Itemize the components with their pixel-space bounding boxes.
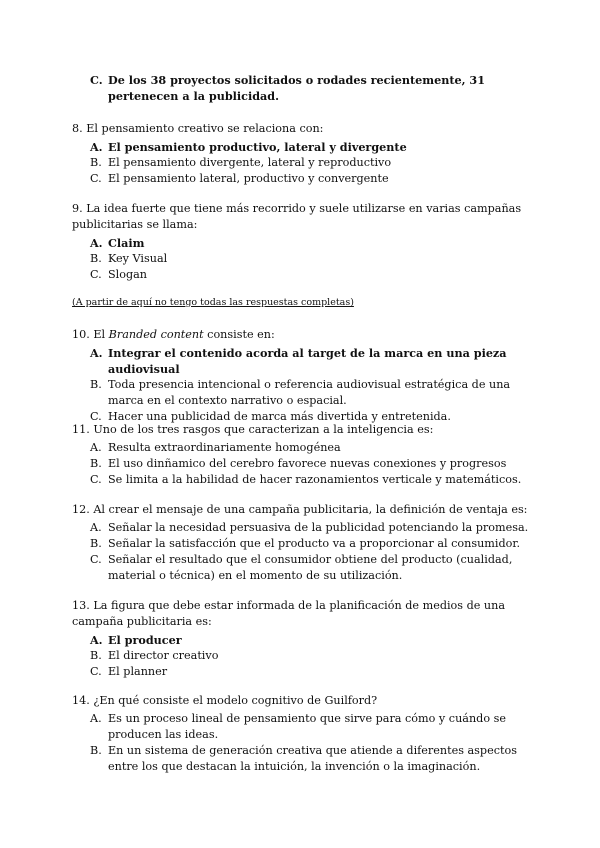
option-12c bbox=[72, 552, 532, 584]
option-text: Slogan bbox=[108, 268, 148, 281]
question-text: 12. Al crear el mensaje de una campaña publicitaria, la definición de ventaja es: bbox=[72, 503, 528, 516]
question-text: 13. La figura que debe estar informada de la planificación de medios de una campaña publicitaria es: bbox=[72, 599, 506, 628]
option-13b bbox=[72, 648, 532, 664]
option-letter: C. bbox=[90, 172, 102, 185]
option-list bbox=[72, 345, 532, 425]
option-12b bbox=[72, 536, 532, 552]
option-list bbox=[72, 520, 532, 584]
option-text: Hacer una publicidad de marca más divertida y entretenida. bbox=[108, 410, 451, 423]
question-text: 11. Uno de los tres rasgos que caracterizan a la inteligencia es: bbox=[72, 423, 434, 436]
option-letter: B. bbox=[90, 252, 102, 265]
option-list bbox=[72, 139, 532, 187]
option-list bbox=[72, 440, 532, 488]
option-text: Señalar el resultado que el consumidor obtiene del producto (cualidad, material o técnica) en el momento de su utilización. bbox=[108, 553, 513, 582]
question-10 bbox=[72, 327, 532, 425]
option-letter: A. bbox=[90, 140, 103, 154]
option-list bbox=[72, 711, 532, 775]
option-letter: A. bbox=[90, 712, 102, 725]
question-11 bbox=[72, 422, 532, 488]
question-suffix: consiste en: bbox=[203, 328, 275, 341]
option-8b bbox=[72, 155, 532, 171]
option-letter: C. bbox=[90, 268, 102, 281]
option-11c bbox=[72, 472, 532, 488]
option-letter: B. bbox=[90, 744, 102, 757]
option-text: Señalar la necesidad persuasiva de la publicidad potenciando la promesa. bbox=[108, 521, 529, 534]
option-text: El pensamiento divergente, lateral y reproductivo bbox=[108, 156, 392, 169]
option-text: El uso dinñamico del cerebro favorece nuevas conexiones y progresos bbox=[108, 457, 507, 470]
question-13 bbox=[72, 598, 532, 680]
question-text bbox=[72, 327, 532, 343]
option-text: Key Visual bbox=[108, 252, 168, 265]
option-letter: C. bbox=[90, 410, 102, 423]
question-14 bbox=[72, 693, 532, 775]
question-8 bbox=[72, 121, 532, 187]
option-9c bbox=[72, 267, 532, 283]
option-text: Es un proceso lineal de pensamiento que sirve para cómo y cuándo se producen las ideas. bbox=[108, 712, 506, 741]
question-12 bbox=[72, 502, 532, 584]
option-letter: A. bbox=[90, 346, 103, 360]
option-11a bbox=[72, 440, 532, 456]
option-list bbox=[72, 235, 532, 283]
option-13a bbox=[72, 632, 532, 648]
option-9a bbox=[72, 235, 532, 251]
option-letter: A. bbox=[90, 236, 103, 250]
option-text: Claim bbox=[108, 236, 145, 250]
option-text: El director creativo bbox=[108, 649, 219, 662]
option-letter: C. bbox=[90, 553, 102, 566]
option-letter: C. bbox=[90, 665, 102, 678]
option-text: Toda presencia intencional o referencia audiovisual estratégica de una marca en el contexto narrativo o espacial. bbox=[108, 378, 511, 407]
question-text: 8. El pensamiento creativo se relaciona con: bbox=[72, 122, 324, 135]
option-8a bbox=[72, 139, 532, 155]
option-text: Se limita a la habilidad de hacer razonamientos verticale y matemáticos. bbox=[108, 473, 522, 486]
question-prefix: 10. El bbox=[72, 328, 109, 341]
option-letter: B. bbox=[90, 378, 102, 391]
option-letter: A. bbox=[90, 441, 102, 454]
option-letter: A. bbox=[90, 633, 103, 647]
question-7-continuation bbox=[72, 72, 532, 104]
option-letter: C. bbox=[90, 473, 102, 486]
option-text: Resulta extraordinariamente homogénea bbox=[108, 441, 341, 454]
option-text: El planner bbox=[108, 665, 168, 678]
option-text: En un sistema de generación creativa que atiende a diferentes aspectos entre los que destacan la intuición, la invención o la imaginación. bbox=[108, 744, 517, 773]
option-text: De los 38 proyectos solicitados o rodades recientemente, 31 pertenecen a la publicidad. bbox=[108, 73, 485, 103]
option-14b bbox=[72, 743, 532, 775]
option-letter: B. bbox=[90, 649, 102, 662]
option-10a bbox=[72, 345, 532, 377]
option-list bbox=[72, 632, 532, 680]
question-9 bbox=[72, 201, 532, 283]
option-letter: A. bbox=[90, 521, 102, 534]
option-text: El pensamiento productivo, lateral y divergente bbox=[108, 140, 407, 154]
option-letter: B. bbox=[90, 457, 102, 470]
option-letter: B. bbox=[90, 156, 102, 169]
answers-note: (A partir de aquí no tengo todas las respuestas completas) bbox=[72, 297, 354, 308]
question-text: 9. La idea fuerte que tiene más recorrido y suele utilizarse en varias campañas publicitarias se llama: bbox=[72, 202, 522, 231]
option-8c bbox=[72, 171, 532, 187]
option-7c bbox=[72, 72, 532, 104]
option-letter: B. bbox=[90, 537, 102, 550]
option-14a bbox=[72, 711, 532, 743]
question-text: 14. ¿En qué consiste el modelo cognitivo de Guilford? bbox=[72, 694, 378, 707]
option-9b bbox=[72, 251, 532, 267]
option-text: Integrar el contenido acorda al target de la marca en una pieza audiovisual bbox=[108, 346, 507, 376]
option-text: El pensamiento lateral, productivo y convergente bbox=[108, 172, 389, 185]
option-13c bbox=[72, 664, 532, 680]
option-10b bbox=[72, 377, 532, 409]
option-letter: C. bbox=[90, 73, 103, 87]
option-text: El producer bbox=[108, 633, 182, 647]
option-text: Señalar la satisfacción que el producto va a proporcionar al consumidor. bbox=[108, 537, 521, 550]
option-12a bbox=[72, 520, 532, 536]
option-11b bbox=[72, 456, 532, 472]
question-emphasis: Branded content bbox=[108, 328, 204, 341]
